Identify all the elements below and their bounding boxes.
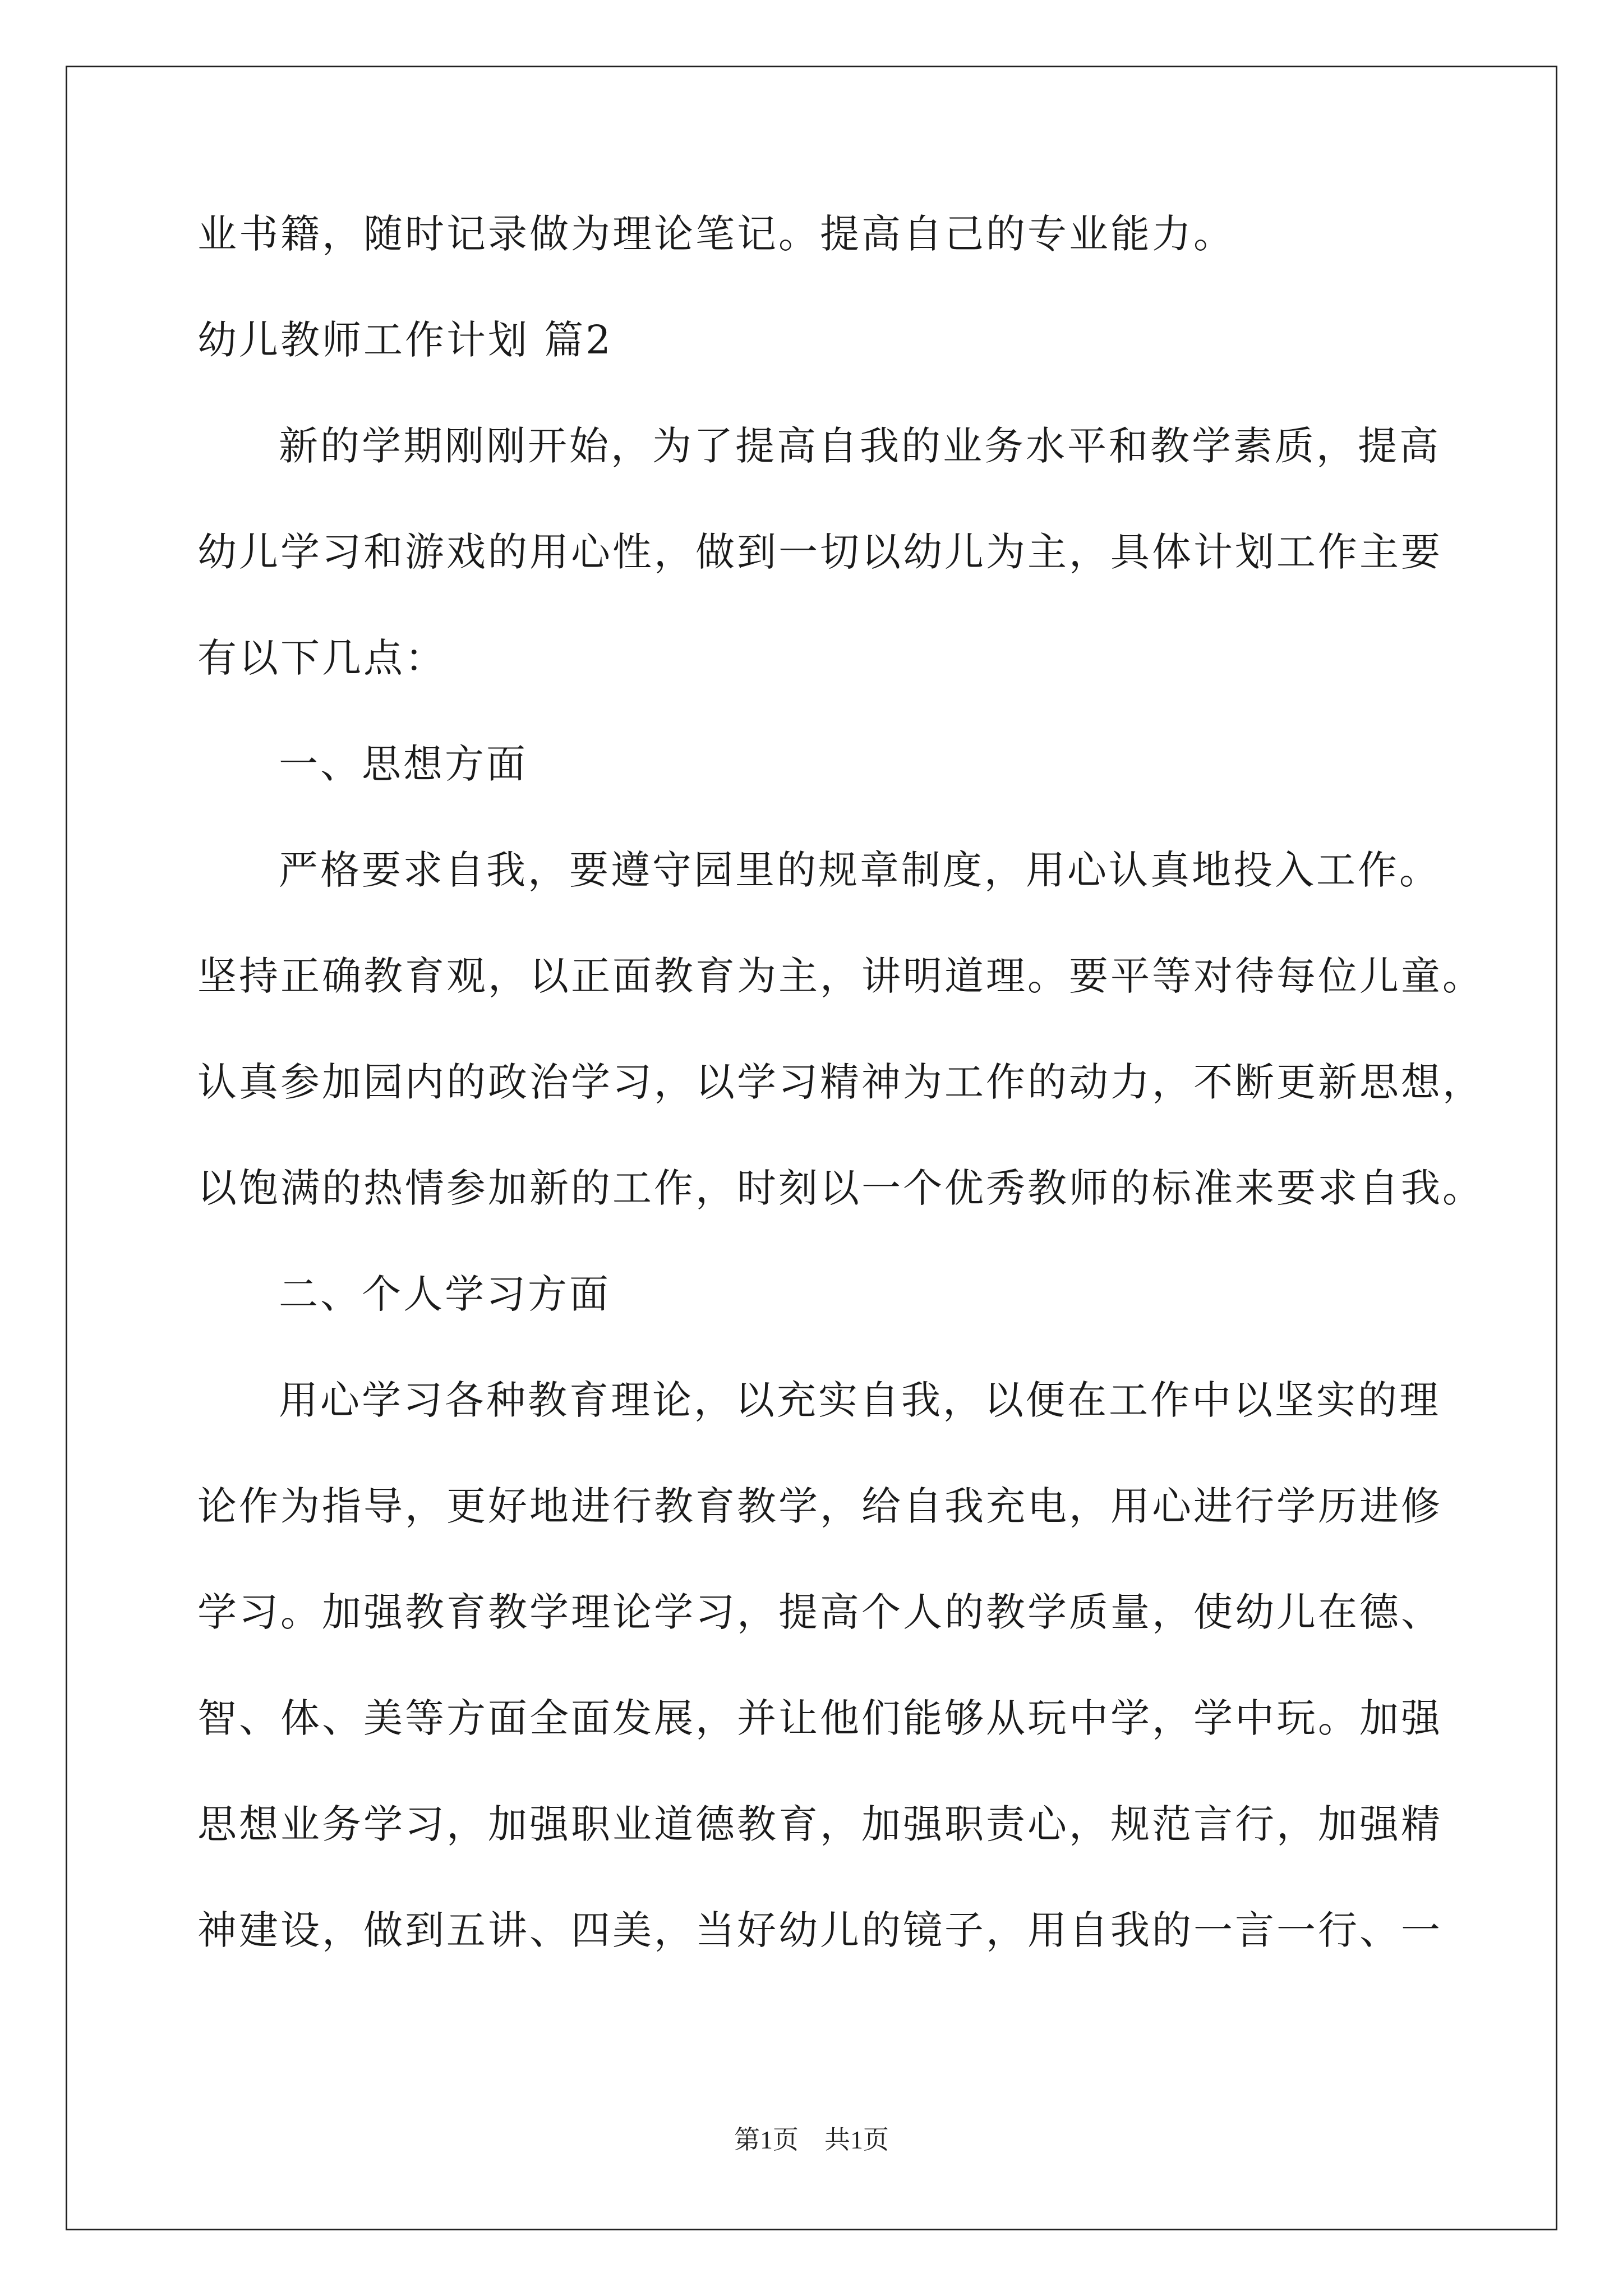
section-heading: 幼儿教师工作计划 篇2	[197, 317, 613, 363]
text-line: 思想业务学习，加强职业道德教育，加强职责心，规范言行，加强精	[197, 1801, 1442, 1847]
text-line: 严格要求自我，要遵守园里的规章制度，用心认真地投入工作。	[279, 847, 1441, 893]
document-body	[197, 208, 1484, 2010]
text-line: 智、体、美等方面全面发展，并让他们能够从玩中学，学中玩。加强	[197, 1695, 1442, 1741]
text-line: 坚持正确教育观，以正面教育为主，讲明道理。要平等对待每位儿童。	[197, 953, 1484, 999]
text-line: 业书籍，随时记录做为理论笔记。提高自己的专业能力。	[197, 211, 1235, 257]
text-line: 论作为指导，更好地进行教育教学，给自我充电，用心进行学历进修	[197, 1483, 1442, 1529]
page-footer	[0, 2123, 1623, 2157]
text-line: 用心学习各种教育理论，以充实自我，以便在工作中以坚实的理	[279, 1377, 1441, 1423]
page-number: 第1页	[734, 2125, 799, 2154]
text-line: 新的学期刚刚开始，为了提高自我的业务水平和教学素质，提高	[279, 423, 1441, 469]
page-total: 共1页	[824, 2125, 889, 2154]
text-line: 学习。加强教育教学理论学习，提高个人的教学质量，使幼儿在德、	[197, 1589, 1442, 1635]
text-line: 认真参加园内的政治学习，以学习精神为工作的动力，不断更新思想，	[197, 1059, 1484, 1105]
subsection-heading: 一、思想方面	[279, 741, 528, 787]
text-line: 幼儿学习和游戏的用心性，做到一切以幼儿为主，具体计划工作主要	[197, 529, 1442, 575]
text-line: 有以下几点：	[197, 635, 446, 681]
text-line: 神建设，做到五讲、四美，当好幼儿的镜子，用自我的一言一行、一	[197, 1907, 1442, 1953]
text-line: 以饱满的热情参加新的工作，时刻以一个优秀教师的标准来要求自我。	[197, 1165, 1484, 1211]
subsection-heading: 二、个人学习方面	[279, 1271, 611, 1317]
